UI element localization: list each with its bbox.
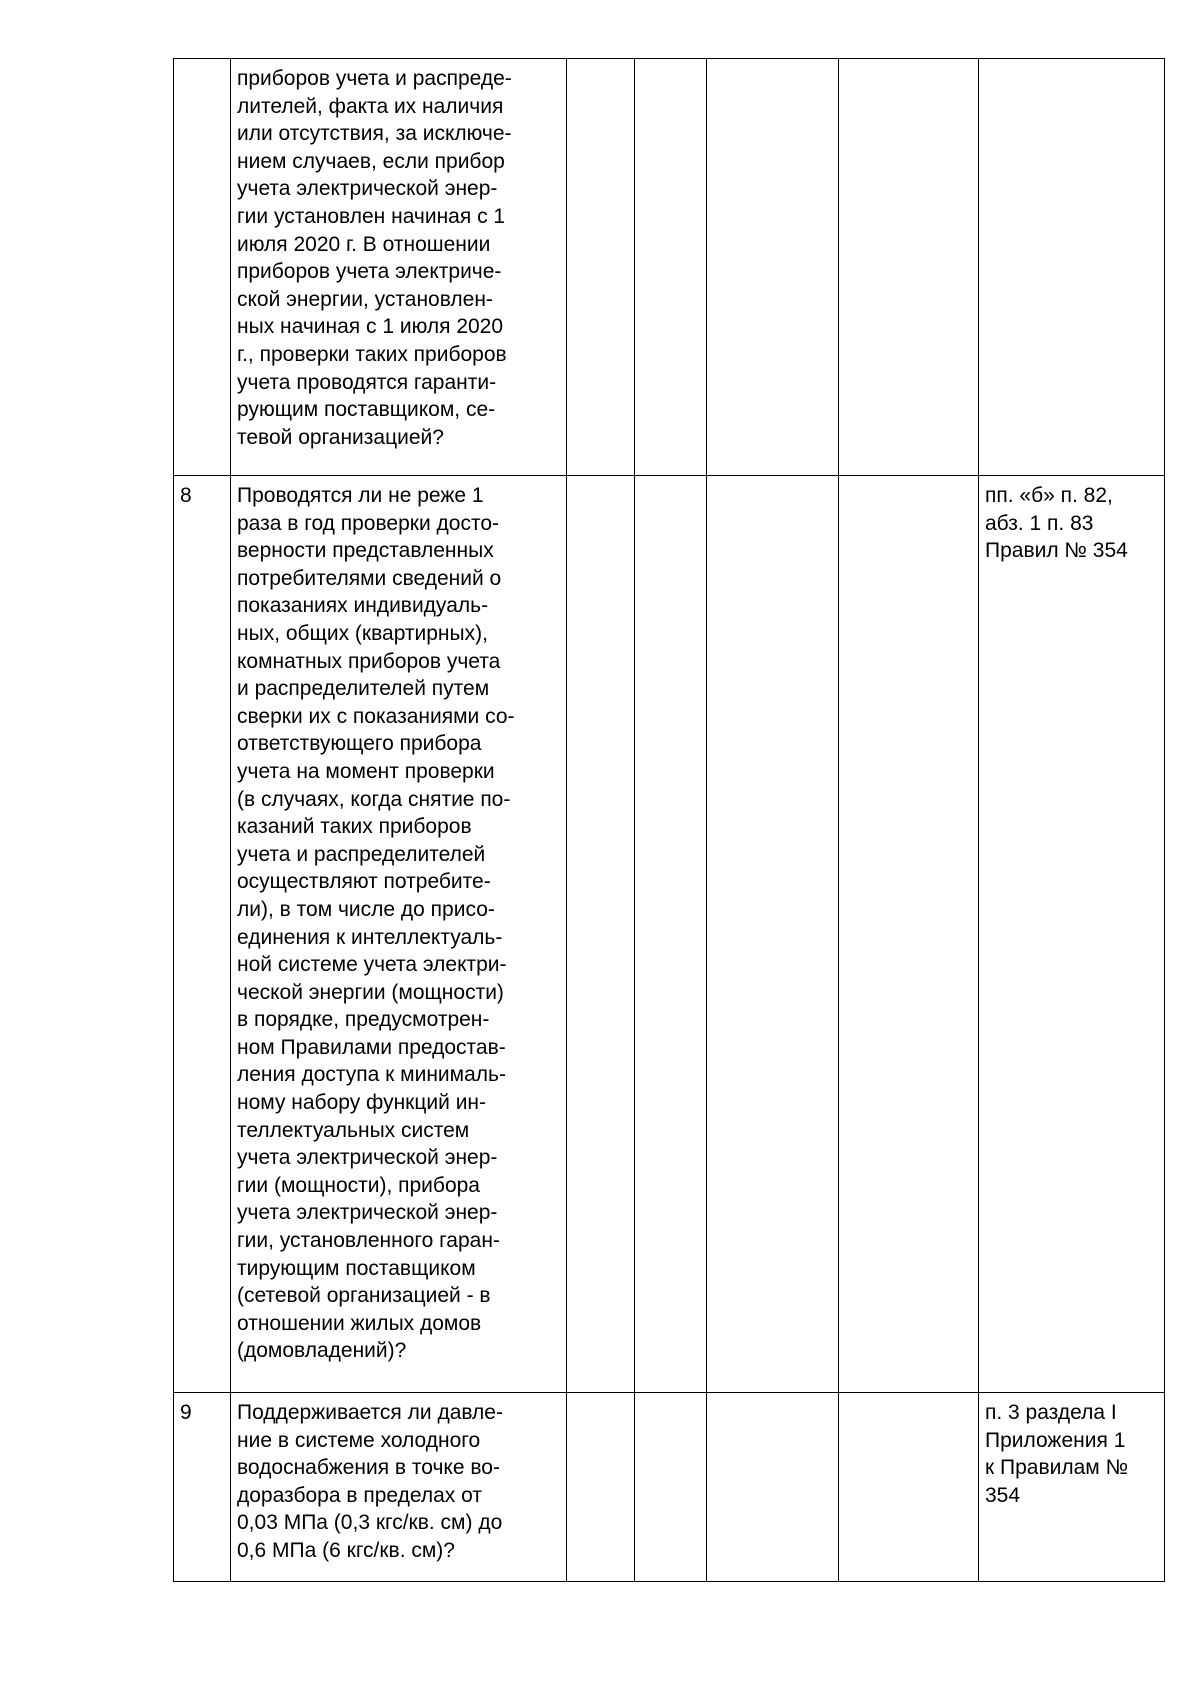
reference-line: 354 [985, 1483, 1021, 1507]
table-row [174, 476, 1165, 1393]
reference-line: Правил № 354 [985, 539, 1128, 563]
legal-reference-cell [979, 1393, 1165, 1582]
question-line: ном Правилами предостав- [237, 1035, 506, 1059]
question-line: единения к интеллектуаль- [237, 925, 503, 949]
reference-line: пп. «б» п. 82, [985, 484, 1113, 507]
question-line: комнатных приборов учета [237, 649, 501, 673]
question-line: гии установлен начиная с 1 [237, 204, 506, 228]
question-line: рующим поставщиком, се- [237, 398, 496, 422]
comment-cell[interactable] [839, 476, 979, 1393]
question-line: гии (мощности), прибора [237, 1173, 480, 1197]
answer-no-cell[interactable] [635, 1393, 707, 1582]
question-line: показаниях индивидуаль- [237, 594, 489, 618]
question-line: учета электрической энер- [237, 177, 498, 201]
question-line: июля 2020 г. В отношении [237, 232, 491, 256]
question-cell [231, 476, 567, 1393]
question-line: г., проверки таких приборов [237, 342, 507, 366]
question-line: тирующим поставщиком [237, 1256, 476, 1280]
table-row [174, 59, 1165, 476]
reference-line: абз. 1 п. 83 [985, 511, 1094, 535]
answer-yes-cell[interactable] [567, 1393, 635, 1582]
question-line: доразбора в пределах от [237, 1483, 482, 1507]
answer-no-cell[interactable] [635, 476, 707, 1393]
checklist-table [173, 58, 1165, 1582]
question-line: учета электрической энер- [237, 1201, 498, 1225]
question-line: учета проводятся гаранти- [237, 370, 497, 394]
answer-yes-cell[interactable] [567, 476, 635, 1393]
question-line: лителей, факта их наличия [237, 94, 504, 118]
question-line: и распределителей путем [237, 677, 490, 701]
question-line: учета электрической энер- [237, 1146, 498, 1170]
question-line: Проводятся ли не реже 1 [237, 484, 484, 507]
question-line: гии, установленного гаран- [237, 1229, 500, 1253]
question-line: ской энергии, установлен- [237, 287, 493, 311]
question-line: нием случаев, если прибор [237, 149, 505, 173]
answer-no-cell[interactable] [635, 59, 707, 476]
row-number-cell [174, 59, 231, 476]
question-line: Поддерживается ли давле- [237, 1401, 503, 1424]
table-row [174, 1393, 1165, 1582]
question-line: ческой энергии (мощности) [237, 980, 504, 1004]
question-line: приборов учета электриче- [237, 260, 502, 284]
answer-not-applicable-cell[interactable] [707, 476, 839, 1393]
question-line: осуществляют потребите- [237, 870, 491, 894]
question-line: раза в год проверки досто- [237, 511, 500, 535]
question-line: сверки их с показаниями со- [237, 704, 515, 728]
question-line: ной системе учета электри- [237, 953, 507, 977]
question-line: ли), в том числе до присо- [237, 897, 495, 921]
question-line: (сетевой организацией - в [237, 1284, 491, 1308]
question-line: или отсутствия, за исключе- [237, 122, 512, 146]
legal-reference-cell [979, 476, 1165, 1393]
question-cell [231, 59, 567, 476]
reference-line: Приложения 1 [985, 1428, 1126, 1452]
question-line: (домовладений)? [237, 1339, 407, 1363]
question-line: казаний таких приборов [237, 815, 472, 839]
question-line: ному набору функций ин- [237, 1091, 487, 1115]
question-line: приборов учета и распреде- [237, 67, 512, 90]
row-number-cell: 9 [174, 1393, 231, 1582]
comment-cell[interactable] [839, 1393, 979, 1582]
question-line: в порядке, предусмотрен- [237, 1008, 490, 1032]
question-line: ответствующего прибора [237, 732, 482, 756]
question-line: водоснабжения в точке во- [237, 1456, 500, 1480]
question-line: учета и распределителей [237, 842, 486, 866]
question-line: учета на момент проверки [237, 759, 495, 783]
question-line: (в случаях, когда снятие по- [237, 787, 511, 811]
comment-cell[interactable] [839, 59, 979, 476]
question-line: тевой организацией? [237, 425, 444, 449]
question-cell [231, 1393, 567, 1582]
question-line: ления доступа к минималь- [237, 1063, 506, 1087]
row-number-cell: 8 [174, 476, 231, 1393]
question-line: теллектуальных систем [237, 1118, 470, 1142]
reference-line: п. 3 раздела I [985, 1401, 1117, 1424]
question-line: верности представленных [237, 539, 494, 563]
question-line: потребителями сведений о [237, 566, 502, 590]
question-line: ных, общих (квартирных), [237, 621, 488, 645]
answer-not-applicable-cell[interactable] [707, 59, 839, 476]
reference-line: к Правилам № [985, 1456, 1129, 1480]
legal-reference-cell [979, 59, 1165, 476]
answer-yes-cell[interactable] [567, 59, 635, 476]
question-line: 0,6 МПа (6 кгс/кв. см)? [237, 1538, 455, 1562]
question-line: 0,03 МПа (0,3 кгс/кв. см) до [237, 1511, 503, 1535]
question-line: ных начиная с 1 июля 2020 [237, 315, 504, 339]
question-line: отношении жилых домов [237, 1311, 482, 1335]
question-line: ние в системе холодного [237, 1428, 481, 1452]
answer-not-applicable-cell[interactable] [707, 1393, 839, 1582]
